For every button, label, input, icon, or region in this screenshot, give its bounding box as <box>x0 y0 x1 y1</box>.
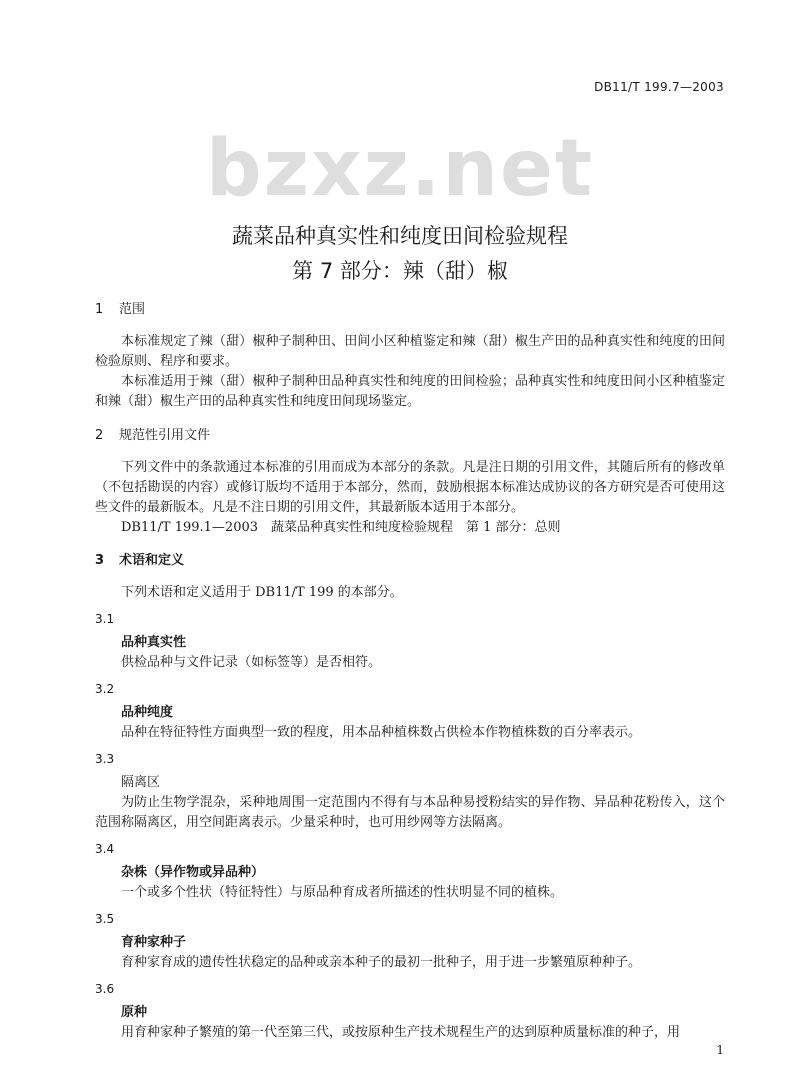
term-name: 育种家种子 <box>121 935 187 950</box>
scope-paragraph: 本标准规定了辣（甜）椒种子制种田、田间小区种植鉴定和辣（甜）椒生产田的品种真实性和纯度的田间检验原则、程序和要求。 <box>95 334 725 369</box>
term-name: 品种真实性 <box>121 635 187 650</box>
document-code: DB11/T 199.7—2003 <box>594 80 724 94</box>
section-number: 3 <box>95 553 105 568</box>
term-number: 3.1 <box>95 612 115 626</box>
references-paragraph: 下列文件中的条款通过本标准的引用而成为本部分的条款。凡是注日期的引用文件，其随后所有的修改单（不包括勘误的内容）或修订版均不适用于本部分，然而，鼓励根据本标准达成协议的各方研究是否可使用这些文件的最新版本。凡是不注日期的引用文件，其最新版本适用于本部分。 <box>95 460 725 515</box>
term-definition: 育种家育成的遗传性状稳定的品种或亲本种子的最初一批种子，用于进一步繁殖原种种子。 <box>121 955 642 970</box>
term-number: 3.4 <box>95 842 115 856</box>
term-definition: 一个或多个性状（特征特性）与原品种育成者所描述的性状明显不同的植株。 <box>121 885 564 900</box>
section-title: 范围 <box>119 302 146 317</box>
term-definition: 品种在特征特性方面典型一致的程度，用本品种植株数占供检本作物植株数的百分率表示。 <box>121 725 642 740</box>
document-subtitle: 第 7 部分：辣（甜）椒 <box>292 259 508 283</box>
reference-entry: DB11/T 199.1—2003 蔬菜品种真实性和纯度检验规程 第 1 部分：总则 <box>121 520 561 535</box>
term-entry <box>95 909 725 973</box>
term-name: 隔离区 <box>121 775 161 790</box>
section-number: 2 <box>95 428 104 443</box>
term-definition: 供检品种与文件记录（如标签等）是否相符。 <box>121 655 382 670</box>
term-name: 杂株（异作物或异品种） <box>121 865 265 880</box>
scope-paragraph: 本标准适用于辣（甜）椒种子制种田品种真实性和纯度的田间检验；品种真实性和纯度田间小区种植鉴定和辣（甜）椒生产田的品种真实性和纯度田间现场鉴定。 <box>95 374 725 409</box>
section-heading-references <box>95 426 725 446</box>
section-heading-scope <box>95 300 725 320</box>
term-entry <box>95 679 725 743</box>
term-number: 3.5 <box>95 912 115 926</box>
section-title: 术语和定义 <box>119 553 185 568</box>
term-entry <box>95 609 725 673</box>
term-entry <box>95 749 725 833</box>
term-name: 原种 <box>121 1005 148 1020</box>
document-title: 蔬菜品种真实性和纯度田间检验规程 <box>232 224 568 248</box>
section-title: 规范性引用文件 <box>119 428 211 443</box>
term-definition: 为防止生物学混杂，采种地周围一定范围内不得有与本品种易授粉结实的异作物、异品种花粉传入，这个范围称隔离区，用空间距离表示。少量采种时，也可用纱网等方法隔离。 <box>95 795 725 830</box>
term-number: 3.6 <box>95 982 115 996</box>
term-entry <box>95 839 725 903</box>
term-name: 品种纯度 <box>121 705 174 720</box>
term-definition: 用育种家种子繁殖的第一代至第三代，或按原种生产技术规程生产的达到原种质量标准的种子，用 <box>121 1025 681 1040</box>
section-number: 1 <box>95 302 104 317</box>
document-body <box>95 300 725 1049</box>
term-entry <box>95 979 725 1043</box>
page-number: 1 <box>716 1043 724 1057</box>
term-number: 3.3 <box>95 752 115 766</box>
term-number: 3.2 <box>95 682 115 696</box>
watermark: bzxz.net <box>205 124 595 214</box>
terms-intro: 下列术语和定义适用于 DB11/T 199 的本部分。 <box>121 585 403 600</box>
section-heading-terms <box>95 551 725 571</box>
